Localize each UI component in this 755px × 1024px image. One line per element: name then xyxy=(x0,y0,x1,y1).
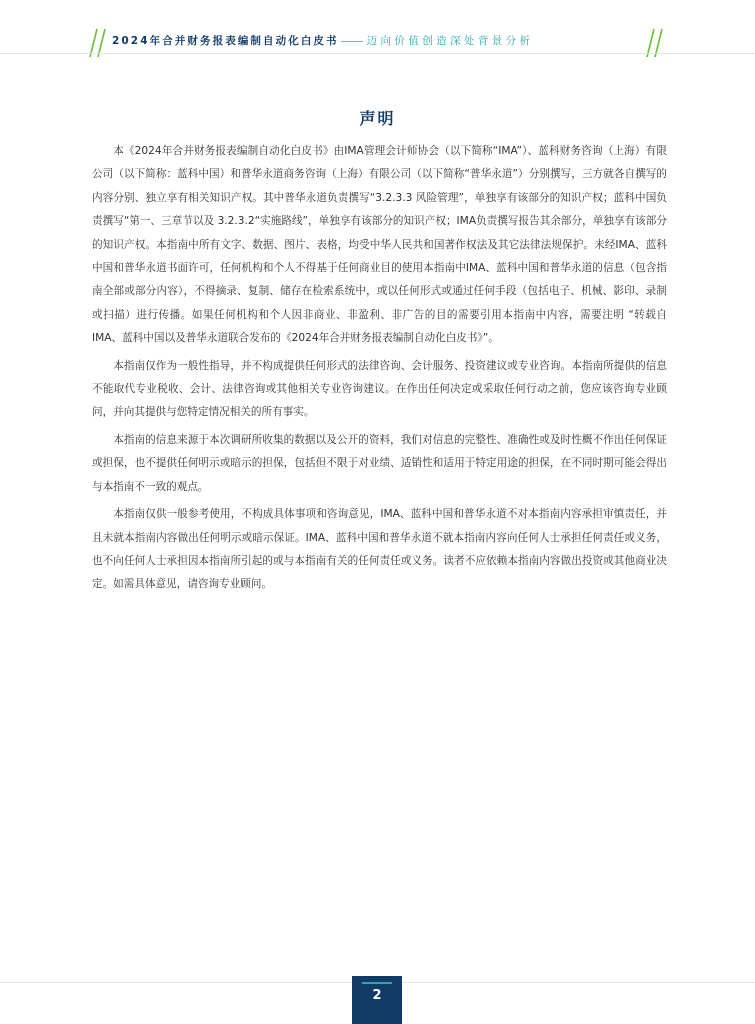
page-number-accent xyxy=(362,982,392,984)
paragraph: 本指南的信息来源于本次调研所收集的数据以及公开的资料，我们对信息的完整性、准确性或及时性概不作出任何保证或担保，也不提供任何明示或暗示的担保，包括但不限于对业绩、适销性和适用于特定用途的担保，在不同时期可能会得出与本指南不一致的观点。 xyxy=(92,433,667,493)
header-divider xyxy=(0,53,755,54)
paragraph: 本指南仅供一般参考使用，不构成具体事项和咨询意见，IMA、蓝科中国和普华永道不对本指南内容承担审慎责任，并且未就本指南内容做出任何明示或暗示保证。IMA、蓝科中国和普华永道不就本指南内容向任何人士承担任何责任或义务，也不向任何人士承担因本指南所引起的或与本指南有关的任何责任或义务。读者不应依赖本指南内容做出投资或其他商业决定。如需具体意见，请咨询专业顾问。 xyxy=(92,508,667,591)
page-number-badge xyxy=(352,976,402,1024)
statement-body xyxy=(92,140,667,601)
page-header xyxy=(0,0,755,60)
paragraph: 本《2024年合并财务报表编制自动化白皮书》由IMA管理会计师协会（以下简称“IMA”）、蓝科财务咨询（上海）有限公司（以下简称：蓝科中国）和普华永道商务咨询（上海）有限公司（以下简称“普华永道”）分别撰写，三方就各自撰写的内容分别、独立享有相关知识产权。其中普华永道负责撰写“3.2.3.3 风险管理”，单独享有该部分的知识产权；蓝科中国负责撰写“第一、三章节以及 3.2.3.2“实施路线”，单独享有该部分的知识产权；IMA负责撰写报告其余部分，单独享有该部分的知识产权。本指南中所有文字、数据、图片、表格，均受中华人民共和国著作权法及其它法律法规保护。未经IMA、蓝科中国和普华永道书面许可，任何机构和个人不得基于任何商业目的使用本指南中IMA、蓝科中国和普华永道的信息（包含指南全部或部分内容），不得摘录、复制、储存在检索系统中，或以任何形式或通过任何手段（包括电子、机械、影印、录制或扫描）进行传播。如果任何机构和个人因非商业、非盈利、非广告的目的需要引用本指南中内容，需要注明 “转载自IMA、蓝科中国以及普华永道联合发布的《2024年合并财务报表编制自动化白皮书》”。 xyxy=(92,145,667,345)
page-number: 2 xyxy=(372,988,382,1003)
header-main-title: 2024年合并财务报表编制自动化白皮书 xyxy=(112,35,339,47)
header-text xyxy=(112,33,642,48)
header-subtitle: 迈向价值创造深处背景分析 xyxy=(366,35,534,47)
header-separator xyxy=(341,41,363,42)
paragraph: 本指南仅作为一般性指导，并不构成提供任何形式的法律咨询、会计服务、投资建议或专业咨询。本指南所提供的信息不能取代专业税收、会计、法律咨询或其他相关专业咨询建议。在作出任何决定或采取任何行动之前，您应该咨询专业顾问，并向其提供与您特定情况相关的所有事实。 xyxy=(92,359,667,419)
page-title: 声明 xyxy=(359,109,396,128)
